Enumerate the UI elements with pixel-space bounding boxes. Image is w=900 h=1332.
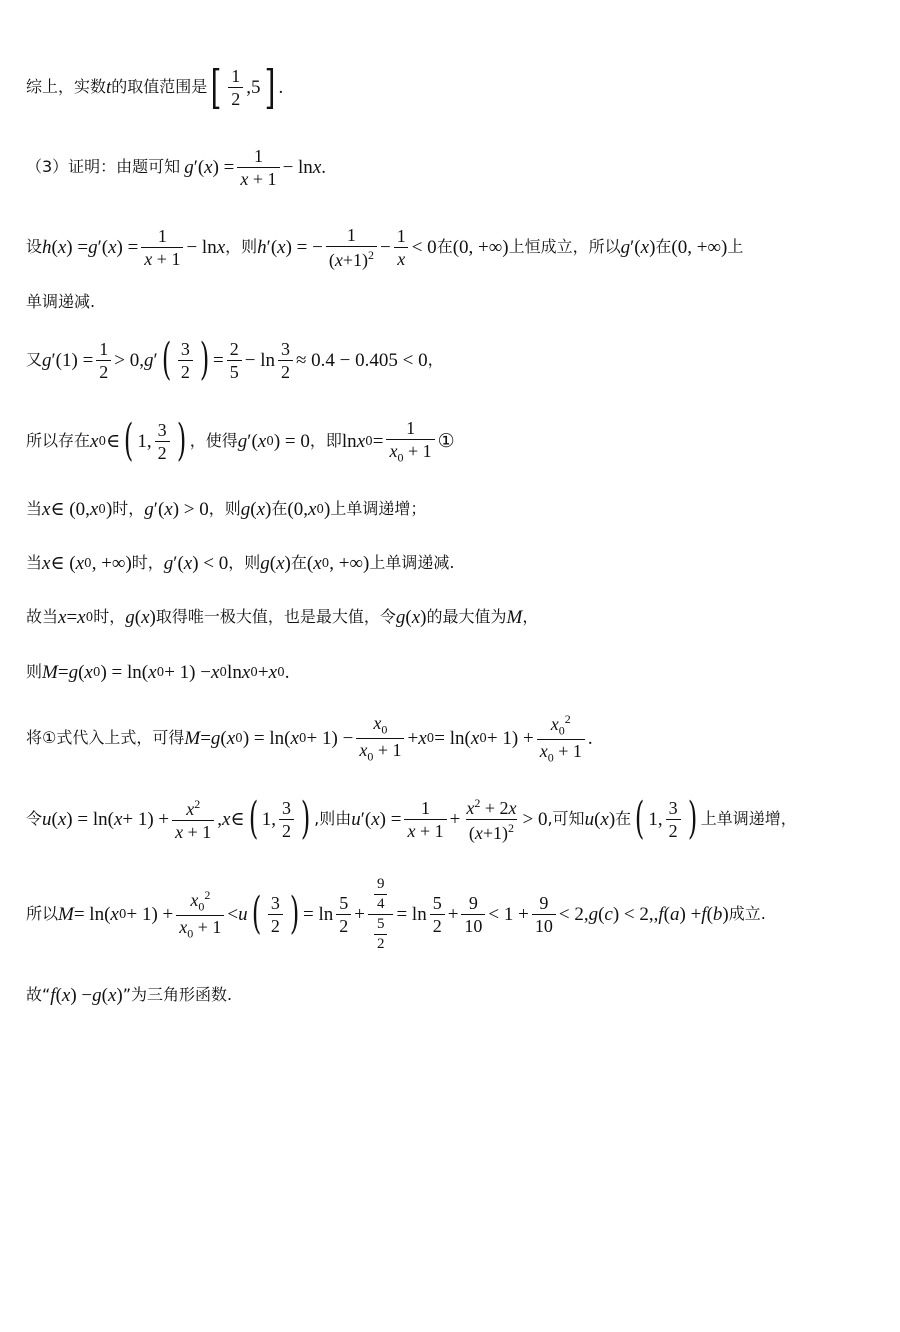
final-conclusion-line: 故“ f ( x ) − g ( x ) ”为三角形函数. (26, 984, 233, 1006)
m-expression-line: 则 M = g ( x 0 ) = ln( x 0 + 1) − x 0 ln x 0 + x 0 . (26, 661, 290, 683)
increasing-case-line: 当 x ∈ (0, x 0 ) 时， g ′( x ) > 0 ，则 g ( x ) 在 (0, x 0 ) 上单调递增； (26, 498, 427, 520)
proof-intro-line: （3）证明：由题可知 g ′( x ) = $\frac{1}{x + 1}$ − ln x . (26, 145, 326, 189)
ux-definition-line: 令 u ( x ) = ln( x + 1) + $\frac{x^2}{x + 1}$ , x ∈ ( 1, $\frac{3}{2}$ ) ,则由 u ′( x ) = $\frac{1}{x + 1}$ + $\frac{x^2 + 2x}{(x+1)^2}$ > 0 ,可知 u ( x ) 在 ( 1, $\frac{3}{2}$ ) 上单调递增， (26, 793, 797, 845)
decreasing-case-line: 当 x ∈ ( x 0 , +∞) 时， g ′( x ) < 0 ，则 g ( x ) 在 ( x 0 , +∞) 上单调递减. (26, 552, 455, 574)
existence-line: 所以存在 x 0 ∈ ( 1, $\frac{3}{2}$ ) ，使得 g ′( x 0 ) = 0 ，即 ln x 0 = $\frac{1}{x_0 + 1}$ ① (26, 415, 455, 467)
monotonic-decreasing-line: 单调递减. (26, 292, 96, 311)
inequality-chain-line: 所以 M = ln( x 0 + 1) + $\frac{x_0^2}{x_0 + 1}$ < u ( $\frac{3}{2}$ ) = ln $\frac{5}{2}$ + $\frac{\frac{9}{4}}{\frac{5}{2}}$ = ln $\frac{5}{2}$ + $\frac{9}{10}$ < 1 + $\frac{9}{10}$ < 2, g ( c ) < 2,, f ( a ) + f ( b ) 成立. (26, 875, 766, 952)
maximum-line: 故当 x = x 0 时， g ( x ) 取得唯一极大值，也是最大值，令 g ( x ) 的最大值为 M ， (26, 606, 539, 628)
hx-definition-line: 设 h ( x ) = g ′( x ) = $\frac{1}{x + 1}$ − ln x ，则 h ′( x ) = − $\frac{1}{(x+1)^2}$ − $\frac{1}{x}$ < 0 在 (0, +∞) 上恒成立，所以 g ′( x ) 在 (0, +∞) 上 (26, 224, 744, 270)
substitution-line: 将①式代入上式，可得 M = g ( x 0 ) = ln( x 0 + 1) − $\frac{x_0}{x_0 + 1}$ + x 0 = ln( x 0 + 1) + $\frac{x_0^2}{x_0 + 1}$ . (26, 711, 593, 765)
conclusion-line: 综上，实数 t 的取值范围是 [ $\frac{1}{2}$ ,5 ] . (26, 59, 284, 114)
derivative-values-line: 又 g ′(1) = $\frac{1}{2}$ > 0, g ′ ( $\frac{3}{2}$ ) = $\frac{2}{5}$ − ln $\frac{3}{2}$ ≈ 0.4 − 0.405 < 0 ， (26, 334, 444, 386)
